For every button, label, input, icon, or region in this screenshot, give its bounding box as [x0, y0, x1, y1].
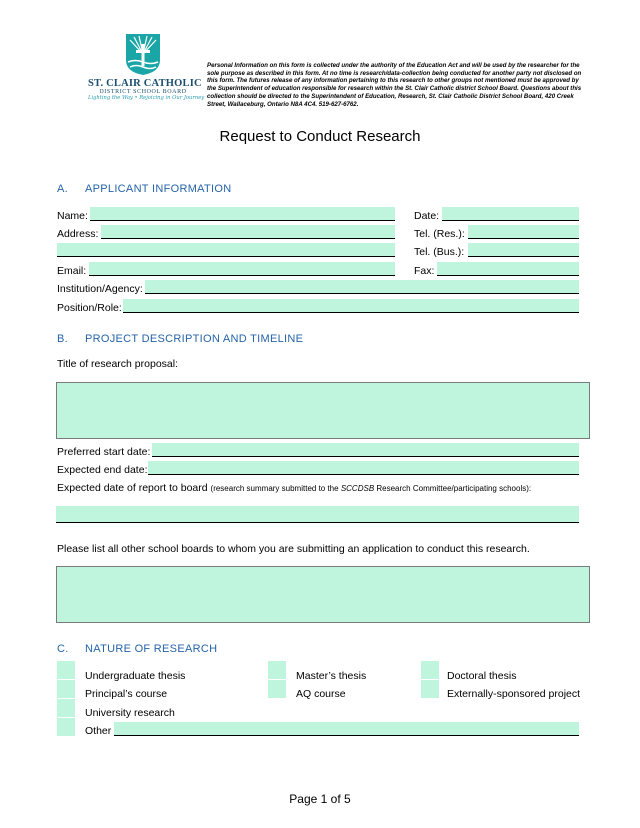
board-logo — [88, 32, 205, 101]
fax-label: Fax: — [414, 265, 435, 277]
other-checkbox[interactable] — [57, 718, 75, 736]
section-a-title: APPLICANT INFORMATION — [85, 183, 232, 195]
tel-bus-field[interactable] — [468, 243, 579, 257]
report-date-field[interactable] — [56, 506, 579, 523]
other-boards-label: Please list all other school boards to whom you are submitting an application to conduct this research. — [57, 543, 530, 555]
research-title-box[interactable] — [56, 382, 590, 439]
org-name: ST. CLAIR CATHOLIC — [88, 78, 202, 89]
doctoral-label: Doctoral thesis — [447, 670, 517, 682]
address-field-line2[interactable] — [57, 243, 395, 257]
masters-checkbox[interactable] — [268, 661, 286, 679]
org-tagline: Lighting the Way • Rejoicing in Our Journey — [88, 95, 205, 101]
date-field[interactable] — [442, 207, 579, 221]
section-b-heading — [57, 333, 303, 345]
report-date-label-main: Expected date of report to board — [57, 482, 208, 494]
section-c-title: NATURE OF RESEARCH — [85, 643, 218, 655]
date-label: Date: — [414, 210, 440, 222]
research-title-label: Title of research proposal: — [57, 358, 179, 370]
institution-label: Institution/Agency: — [57, 283, 143, 295]
email-label: Email: — [57, 265, 87, 277]
section-a-letter: A. — [57, 183, 68, 195]
report-note-pre: (research summary submitted to the — [210, 484, 341, 493]
other-boards-box[interactable] — [56, 566, 590, 623]
name-field[interactable] — [90, 207, 395, 221]
fax-field[interactable] — [437, 262, 579, 276]
report-note-post: Research Committee/participating schools): — [374, 484, 532, 493]
section-b-letter: B. — [57, 333, 68, 345]
institution-field[interactable] — [145, 280, 579, 294]
email-field[interactable] — [89, 262, 395, 276]
aq-label: AQ course — [296, 688, 346, 700]
report-note-em: SCCDSB — [340, 484, 375, 493]
position-field[interactable] — [123, 299, 579, 313]
section-a-heading — [57, 183, 231, 195]
position-label: Position/Role: — [57, 302, 122, 314]
start-date-label: Preferred start date: — [57, 446, 151, 458]
undergrad-label: Undergraduate thesis — [85, 670, 186, 682]
org-subtitle: DISTRICT SCHOOL BOARD — [99, 89, 187, 95]
address-field-line1[interactable] — [101, 225, 395, 239]
principals-checkbox[interactable] — [57, 680, 75, 698]
end-date-field[interactable] — [148, 461, 579, 475]
tel-bus-label: Tel. (Bus.): — [414, 246, 465, 258]
university-checkbox[interactable] — [57, 699, 75, 717]
section-c-heading — [57, 643, 217, 655]
start-date-field[interactable] — [152, 443, 579, 457]
page-number: Page 1 of 5 — [289, 792, 351, 806]
section-b-title: PROJECT DESCRIPTION AND TIMELINE — [85, 333, 304, 345]
university-label: University research — [85, 707, 175, 719]
external-checkbox[interactable] — [421, 680, 439, 698]
name-label: Name: — [57, 210, 88, 222]
privacy-notice: Personal Information on this form is collected under the authority of the Education Act and will be used by the researcher for the sole purpose as described in this form. At no time is research/data-collection being conducted for another party not disclosed on this form. The futures release of any information pertaining to this research to other groups not mentioned must be approved by the Superintendent of education responsible for research within the St. Clair Catholic district School Board. Questions about this collection should be directed to the Superintendent of Education, Research, St. Clair Catholic District School Board, 420 Creek Street, Wallaceburg, Ontario N8A 4C4. 519-627-6762. — [207, 62, 582, 108]
doctoral-checkbox[interactable] — [421, 661, 439, 679]
undergrad-checkbox[interactable] — [57, 661, 75, 679]
other-field[interactable] — [114, 722, 579, 736]
tel-res-field[interactable] — [468, 225, 579, 239]
tel-res-label: Tel. (Res.): — [414, 228, 465, 240]
section-c-letter: C. — [57, 643, 69, 655]
principals-label: Principal’s course — [85, 688, 168, 700]
report-date-label — [57, 482, 531, 494]
page-title: Request to Conduct Research — [219, 128, 421, 145]
end-date-label: Expected end date: — [57, 464, 148, 476]
school-board-crest-icon — [124, 32, 162, 76]
aq-checkbox[interactable] — [268, 680, 286, 698]
masters-label: Master’s thesis — [296, 670, 367, 682]
other-label: Other — [85, 725, 112, 737]
address-label: Address: — [57, 228, 99, 240]
external-label: Externally-sponsored project — [447, 688, 581, 700]
